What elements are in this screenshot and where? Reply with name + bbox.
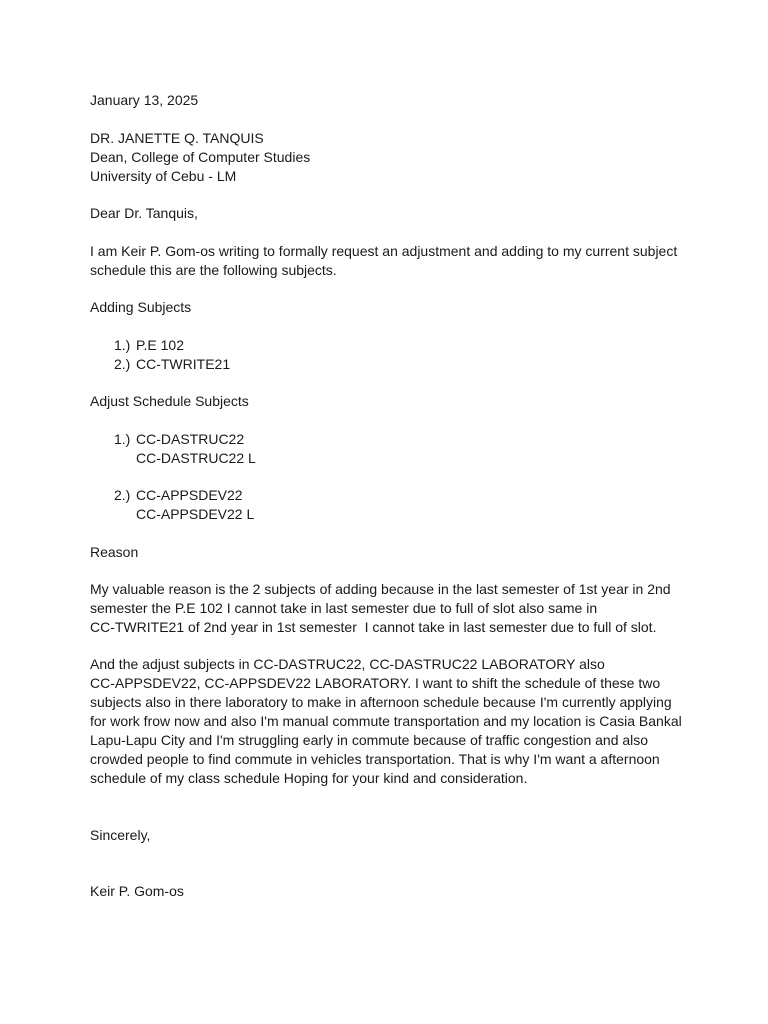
adjust-item-subject: CC-APPSDEV22: [136, 487, 243, 503]
reason-paragraph-2-line: schedule of my class schedule Hoping for your kind and consideration.: [90, 770, 528, 786]
recipient-title: Dean, College of Computer Studies: [90, 149, 311, 165]
reason-paragraph-1-line: My valuable reason is the 2 subjects of adding because in the last semester of 1st year in 2nd: [90, 581, 671, 597]
adding-item-number: 1.): [114, 337, 131, 353]
reason-heading: Reason: [90, 544, 139, 560]
adjust-item-subject-lab: CC-DASTRUC22 L: [136, 450, 256, 466]
adjust-subjects-heading: Adjust Schedule Subjects: [90, 393, 249, 409]
adjust-item-number: 1.): [114, 431, 131, 447]
adjust-item-subject: CC-DASTRUC22: [136, 431, 245, 447]
intro-line: schedule this are the following subjects.: [90, 262, 337, 278]
adding-item-number: 2.): [114, 356, 131, 372]
intro-line: I am Keir P. Gom-os writing to formally request an adjustment and adding to my current subject: [90, 243, 678, 259]
letter-date: January 13, 2025: [90, 92, 199, 108]
signature-name: Keir P. Gom-os: [90, 883, 184, 899]
reason-paragraph-1-line: CC-TWRITE21 of 2nd year in 1st semester I cannot take in last semester due to full of slot.: [90, 619, 657, 635]
reason-paragraph-1-line: semester the P.E 102 I cannot take in last semester due to full of slot also same in: [90, 600, 598, 616]
salutation: Dear Dr. Tanquis,: [90, 205, 198, 221]
reason-paragraph-2-line: crowded people to find commute in vehicles transportation. That is why I'm want a afternoon: [90, 751, 660, 767]
reason-paragraph-2-line: And the adjust subjects in CC-DASTRUC22, CC-DASTRUC22 LABORATORY also: [90, 656, 605, 672]
reason-paragraph-2-line: Lapu-Lapu City and I'm struggling early in commute because of traffic congestion and also: [90, 732, 649, 748]
adjust-item-number: 2.): [114, 487, 131, 503]
adding-item-subject: P.E 102: [136, 337, 185, 353]
adding-item-subject: CC-TWRITE21: [136, 356, 231, 372]
adjust-item-subject-lab: CC-APPSDEV22 L: [136, 506, 255, 522]
reason-paragraph-2-line: for work frow now and also I'm manual commute transportation and my location is Casia Bankal: [90, 713, 682, 729]
reason-paragraph-2-line: subjects also in there laboratory to make in afternoon schedule because I'm currently applying: [90, 694, 672, 710]
recipient-name: DR. JANETTE Q. TANQUIS: [90, 130, 264, 146]
recipient-institution: University of Cebu - LM: [90, 168, 237, 184]
closing: Sincerely,: [90, 827, 151, 843]
reason-paragraph-2-line: CC-APPSDEV22, CC-APPSDEV22 LABORATORY. I want to shift the schedule of these two: [90, 675, 661, 691]
adding-subjects-heading: Adding Subjects: [90, 299, 192, 315]
